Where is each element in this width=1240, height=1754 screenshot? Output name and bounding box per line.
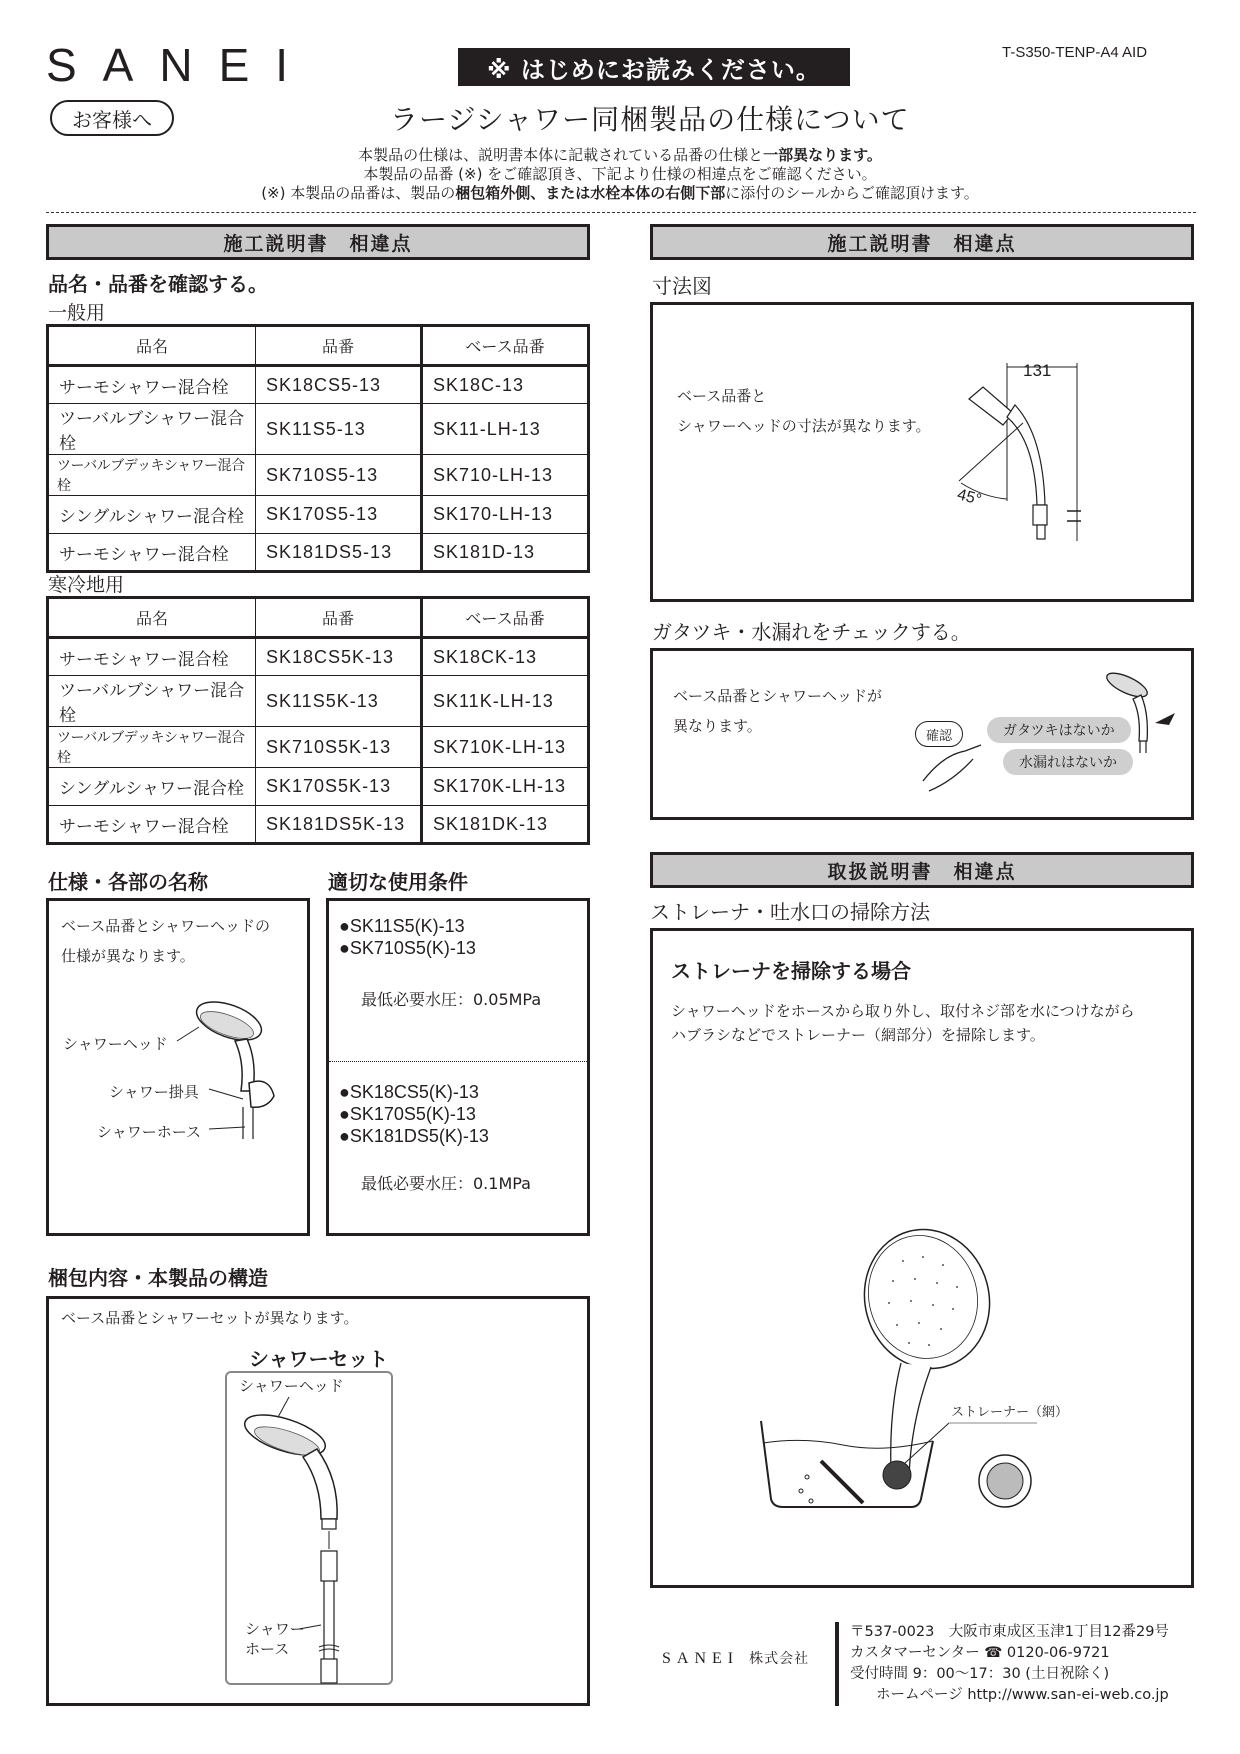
col-header-name: 品名: [48, 598, 256, 638]
product-name: シングルシャワー混合栓: [48, 496, 256, 534]
min-pressure-1: 最低必要水圧：0.05MPa: [361, 990, 542, 1009]
shower-set-illustration: [49, 1299, 593, 1709]
base-code: SK18C-13: [422, 366, 589, 404]
angle-45: 45°: [955, 486, 984, 509]
table-row: [48, 496, 589, 534]
general-table: [46, 324, 590, 573]
dimension-131: 131: [1023, 361, 1052, 380]
col-header-code: 品番: [256, 326, 422, 366]
hose-label-line1: シャワー: [245, 1620, 305, 1638]
footer-brand: SANEI: [662, 1650, 740, 1667]
condition-item: ●SK18CS5(K)-13: [339, 1082, 479, 1102]
table-row: [48, 676, 589, 727]
arrow-icon: [1155, 713, 1175, 725]
product-name: サーモシャワー混合栓: [48, 534, 256, 572]
check-illustration: [653, 651, 1197, 823]
product-name: サーモシャワー混合栓: [48, 366, 256, 404]
product-code: SK18CS5K-13: [256, 638, 422, 676]
footer-company: [662, 1648, 809, 1668]
base-code: SK181D-13: [422, 534, 589, 572]
dimension-drawing: [653, 305, 1197, 605]
check-pill-leak: 水漏れはないか: [1003, 749, 1133, 775]
package-heading: 梱包内容・本製品の構造: [48, 1266, 268, 1290]
document-code: T-S350-TENP-A4 AID: [1002, 44, 1148, 61]
product-code: SK11S5-13: [256, 404, 422, 455]
label-shower-holder: シャワー掛具: [109, 1083, 199, 1101]
footer-contact: [850, 1622, 1169, 1706]
intro-line3-post: に添付のシールからご確認頂けます。: [725, 184, 979, 202]
intro-line2: 本製品の品番 (※) をご確認頂き、下記より仕様の相違点をご確認ください。: [363, 165, 877, 183]
product-code: SK181DS5-13: [256, 534, 422, 572]
base-code: SK18CK-13: [422, 638, 589, 676]
col-header-code: 品番: [256, 598, 422, 638]
footer-phone: カスタマーセンター ☎ 0120-06-9721: [850, 1645, 1110, 1661]
cleaning-text-line2: ハブラシなどでストレーナー（網部分）を掃除します。: [671, 1026, 1045, 1044]
dimension-text-line2: シャワーヘッドの寸法が異なります。: [677, 417, 931, 435]
table-row: [48, 638, 589, 676]
footer-homepage-link[interactable]: ホームページ http://www.san-ei-web.co.jp: [876, 1687, 1169, 1703]
product-code: SK170S5-13: [256, 496, 422, 534]
col-header-name: 品名: [48, 326, 256, 366]
installation-manual-diff-bar: 施工説明書 相違点: [46, 224, 590, 260]
base-code: SK181DK-13: [422, 806, 589, 844]
base-code: SK170-LH-13: [422, 496, 589, 534]
dimension-box: [650, 302, 1194, 602]
footer-divider: [835, 1622, 839, 1706]
strainer-cleaning-illustration: [653, 931, 1197, 1591]
read-first-banner: ※ はじめにお読みください。: [458, 48, 850, 86]
conditions-heading: 適切な使用条件: [328, 870, 468, 894]
base-code: SK710-LH-13: [422, 455, 589, 496]
condition-item: ●SK181DS5(K)-13: [339, 1126, 489, 1146]
check-box: [650, 648, 1194, 820]
product-name: サーモシャワー混合栓: [48, 638, 256, 676]
package-text: ベース品番とシャワーセットが異なります。: [61, 1309, 359, 1327]
footer-address: 〒537-0023 大阪市東成区玉津1丁目12番29号: [850, 1624, 1169, 1640]
cleaning-text-line1: シャワーヘッドをホースから取り外し、取付ネジ部を水につけながら: [671, 1002, 1135, 1020]
check-pill-loose: ガタツキはないか: [987, 717, 1131, 743]
min-pressure-2: 最低必要水圧：0.1MPa: [361, 1174, 531, 1193]
intro-line3-bold: 梱包箱外側、または水栓本体の右側下部: [455, 184, 726, 202]
table-row: [48, 366, 589, 404]
col-header-base: ベース品番: [422, 598, 589, 638]
confirm-pill: 確認: [915, 721, 963, 747]
dimension-heading: 寸法図: [652, 274, 712, 298]
customer-label: お客様へ: [50, 100, 174, 136]
base-code: SK710K-LH-13: [422, 727, 589, 768]
shower-set-title: シャワーセット: [249, 1347, 389, 1371]
table-row: [48, 727, 589, 768]
table-row: [48, 404, 589, 455]
conditions-box: [326, 898, 590, 1236]
product-code: SK710S5K-13: [256, 727, 422, 768]
dashed-divider: [46, 212, 1196, 213]
intro-line1: 本製品の仕様は、説明書本体に記載されている品番の仕様と: [358, 146, 764, 164]
label-shower-head: シャワーヘッド: [63, 1035, 168, 1053]
condition-item: ●SK11S5(K)-13: [339, 916, 465, 936]
parts-heading: 仕様・各部の名称: [48, 870, 208, 894]
label-shower-hose: シャワーホース: [97, 1123, 201, 1141]
base-code: SK11K-LH-13: [422, 676, 589, 727]
cold-region-table: [46, 596, 590, 845]
base-code: SK11-LH-13: [422, 404, 589, 455]
hose-label-line2: ホース: [245, 1640, 290, 1658]
footer-hours: 受付時間 9：00〜17：30 (土日祝除く): [850, 1666, 1110, 1682]
footer-company-suffix: 株式会社: [749, 1651, 810, 1667]
base-code: SK170K-LH-13: [422, 768, 589, 806]
intro-text: [0, 146, 1240, 203]
confirm-heading: 品名・品番を確認する。: [48, 272, 268, 296]
dimension-text-line1: ベース品番と: [677, 387, 767, 405]
strainer-mesh-icon: [987, 1463, 1023, 1499]
set-label-head: シャワーヘッド: [239, 1377, 344, 1395]
table-row: [48, 768, 589, 806]
product-name: サーモシャワー混合栓: [48, 806, 256, 844]
general-label: 一般用: [48, 302, 106, 324]
user-manual-diff-bar: 取扱説明書 相違点: [650, 852, 1194, 888]
intro-line3: (※) 本製品の品番は、製品の: [261, 184, 456, 202]
table-row: [48, 534, 589, 572]
check-text-line1: ベース品番とシャワーヘッドが: [673, 687, 882, 705]
package-box: [46, 1296, 590, 1706]
product-code: SK18CS5-13: [256, 366, 422, 404]
page-title: ラージシャワー同梱製品の仕様について: [390, 103, 910, 136]
installation-manual-diff-bar-right: 施工説明書 相違点: [650, 224, 1194, 260]
product-name: ツーバルブデッキシャワー混合栓: [48, 727, 256, 768]
strainer-label: ストレーナー（網）: [951, 1405, 1069, 1420]
table-row: [48, 806, 589, 844]
parts-text-line1: ベース品番とシャワーヘッドの: [61, 917, 270, 935]
check-heading: ガタツキ・水漏れをチェックする。: [652, 620, 971, 644]
pointing-hand-icon: [923, 745, 981, 791]
product-name: ツーバルブシャワー混合栓: [48, 404, 256, 455]
dotted-divider: [329, 1061, 587, 1062]
product-name: ツーバルブシャワー混合栓: [48, 676, 256, 727]
col-header-base: ベース品番: [422, 326, 589, 366]
set-label-hose: [245, 1619, 305, 1659]
sanei-logo: SANEI: [46, 39, 315, 91]
shower-parts-illustration: [49, 901, 313, 1239]
condition-item: ●SK710S5(K)-13: [339, 938, 476, 958]
product-code: SK11S5K-13: [256, 676, 422, 727]
cold-region-label: 寒冷地用: [48, 574, 125, 596]
product-name: シングルシャワー混合栓: [48, 768, 256, 806]
cleaning-heading: ストレーナ・吐水口の掃除方法: [650, 900, 930, 924]
product-code: SK170S5K-13: [256, 768, 422, 806]
product-name: ツーバルブデッキシャワー混合栓: [48, 455, 256, 496]
condition-item: ●SK170S5(K)-13: [339, 1104, 476, 1124]
cleaning-box: [650, 928, 1194, 1588]
product-code: SK710S5-13: [256, 455, 422, 496]
strainer-subheading: ストレーナを掃除する場合: [671, 959, 911, 983]
check-text-line2: 異なります。: [673, 717, 762, 735]
parts-box: [46, 898, 310, 1236]
parts-text-line2: 仕様が異なります。: [61, 947, 195, 965]
intro-line1-bold: 一部異なります。: [763, 146, 882, 164]
product-code: SK181DS5K-13: [256, 806, 422, 844]
table-row: [48, 455, 589, 496]
